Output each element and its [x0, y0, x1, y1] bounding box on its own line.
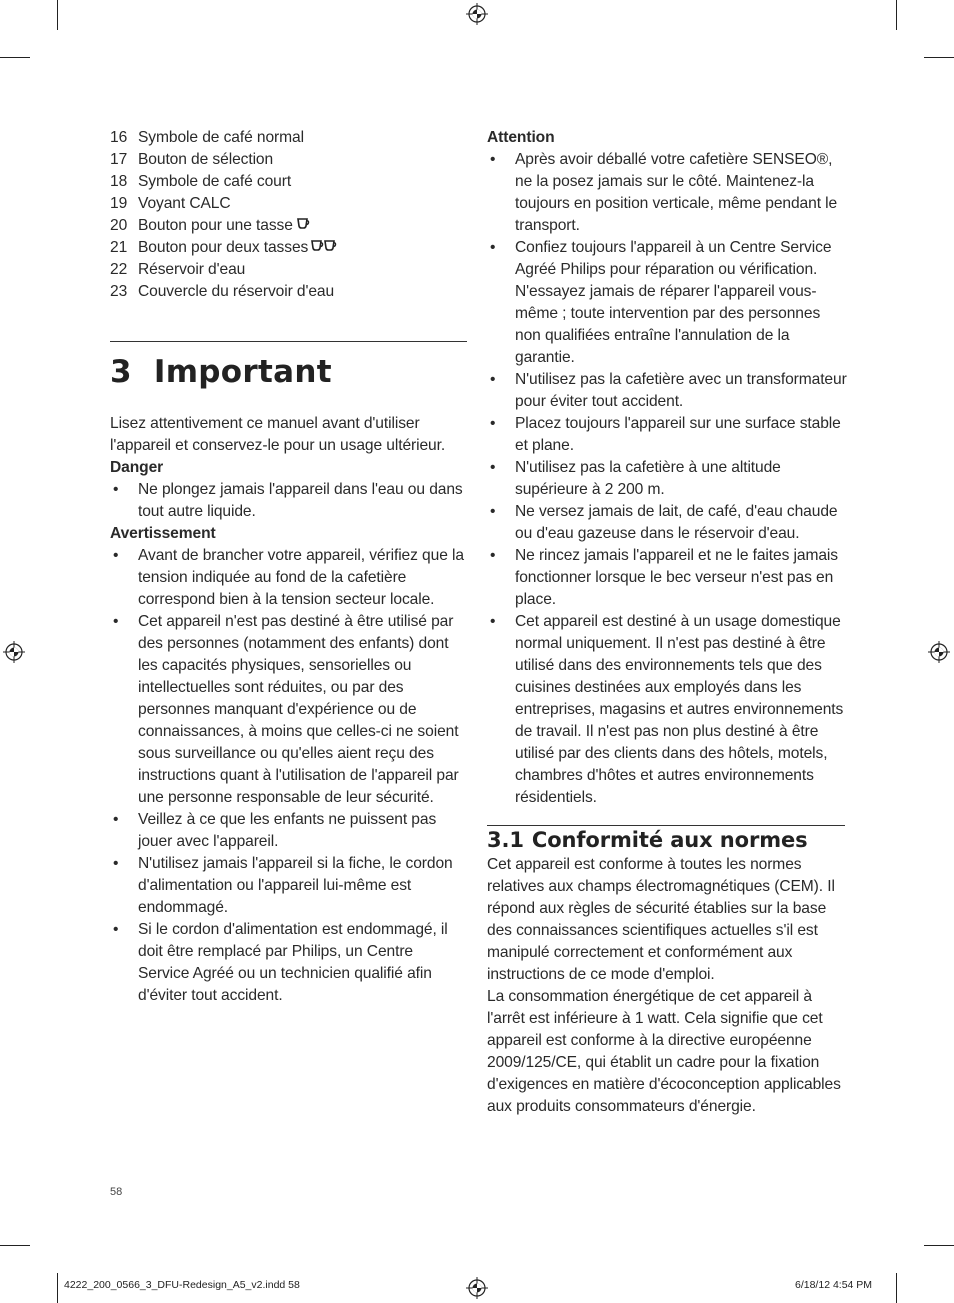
item-text: Avant de brancher votre appareil, vérifiez que la tension indiquée au fond de la cafetière correspond bien à la tension secteur locale.: [138, 547, 464, 608]
list-item: [110, 259, 470, 281]
list-item: [110, 809, 467, 853]
parts-list: [110, 127, 470, 303]
registration-mark-icon: [928, 641, 950, 663]
crop-mark: [896, 0, 897, 30]
item-label: Réservoir d'eau: [138, 261, 246, 278]
item-text: Si le cordon d'alimentation est endommagé, il doit être remplacé par Philips, un Centre Service Agréé ou un technicien qualifié afin d'éviter tout accident.: [138, 921, 448, 1004]
item-number: 22: [110, 261, 128, 278]
item-text: N'utilisez jamais l'appareil si la fiche, le cordon d'alimentation ou l'appareil lui-même est endommagé.: [138, 855, 453, 916]
item-number: 16: [110, 129, 128, 146]
item-label: Voyant CALC: [138, 195, 231, 212]
two-cups-icon: [311, 239, 339, 253]
bullet: •: [113, 921, 119, 938]
list-item: [487, 369, 847, 413]
item-label: Symbole de café court: [138, 173, 292, 190]
list-item: [487, 545, 847, 611]
bullet: •: [113, 855, 119, 872]
bullet: •: [113, 811, 119, 828]
list-item: [110, 215, 470, 237]
item-number: 17: [110, 151, 128, 168]
slug-date-time: 6/18/12 4:54 PM: [795, 1279, 873, 1291]
section-body-left: [110, 413, 467, 1007]
danger-title: Danger: [110, 459, 164, 476]
item-text: Confiez toujours l'appareil à un Centre Service Agréé Philips pour réparation ou vérification. N'essayez jamais de réparer l'appareil vous-même ; toute intervention par des personnes non qualifiées entraîne l'annulation de la garantie.: [515, 239, 832, 366]
list-item: [487, 611, 847, 809]
subsection-block: [487, 826, 847, 1118]
bullet: •: [490, 459, 496, 476]
item-text: Placez toujours l'appareil sur une surface stable et plane.: [515, 415, 841, 454]
subsection-number: 3.1: [487, 828, 524, 852]
item-label: Symbole de café normal: [138, 129, 304, 146]
warning-title: Avertissement: [110, 525, 216, 542]
item-text: Cet appareil n'est pas destiné à être utilisé par des personnes (notamment des enfants) dont les capacités physiques, sensorielles ou intellectuelles sont réduites, ou par des personnes manquant d'expérience ou de connaissances, à moins que celles-ci ne soient sous surveillance ou qu'elles aient reçu des instructions quant à l'utilisation de l'appareil par une personne responsable de leur sécurité.: [138, 613, 459, 806]
page-number: 58: [110, 1186, 123, 1198]
list-item: [110, 611, 467, 809]
bullet: •: [113, 547, 119, 564]
item-text: N'utilisez pas la cafetière avec un transformateur pour éviter tout accident.: [515, 371, 847, 410]
item-text: Après avoir déballé votre cafetière SENSEO®, ne la posez jamais sur le côté. Maintenez-la toujours en position verticale, même pendant le transport.: [515, 151, 838, 234]
item-text: Ne versez jamais de lait, de café, d'eau chaude ou d'eau gazeuse dans le réservoir d'eau.: [515, 503, 838, 542]
item-text: Ne rincez jamais l'appareil et ne le faites jamais fonctionner lorsque le bec verseur n'est pas en place.: [515, 547, 838, 608]
list-item: [487, 413, 847, 457]
item-text: Ne plongez jamais l'appareil dans l'eau ou dans tout autre liquide.: [138, 481, 463, 520]
list-item: [110, 171, 470, 193]
danger-list: [110, 479, 467, 523]
item-label: Bouton pour deux tasses: [138, 239, 309, 256]
item-number: 19: [110, 195, 128, 212]
item-number: 20: [110, 217, 128, 234]
section-rule: [110, 341, 467, 342]
section-number: 3: [110, 354, 132, 390]
item-label: Couvercle du réservoir d'eau: [138, 283, 335, 300]
bullet: •: [113, 481, 119, 498]
list-item: [110, 149, 470, 171]
crop-mark: [896, 1273, 897, 1303]
item-text: Veillez à ce que les enfants ne puissent pas jouer avec l'appareil.: [138, 811, 437, 850]
warning-list: [110, 545, 467, 1007]
crop-mark: [924, 57, 954, 58]
bullet: •: [490, 547, 496, 564]
section-body-right: [487, 127, 847, 809]
section-title: Important: [153, 354, 332, 390]
list-item: [110, 853, 467, 919]
list-item: [110, 281, 470, 303]
crop-mark: [57, 1273, 58, 1303]
intro-paragraph: Lisez attentivement ce manuel avant d'utiliser l'appareil et conservez-le pour un usage ultérieur.: [110, 415, 446, 454]
bullet: •: [490, 613, 496, 630]
item-text: Cet appareil est destiné à un usage domestique normal uniquement. Il n'est pas destiné à être utilisé dans des environnements tels que des cuisines destinées aux employés dans les entreprises, magasins et autres environnements de travail. Il n'est pas non plus destiné à être utilisé par des clients dans des hôtels, motels, chambres d'hôtes et autres environnements résidentiels.: [515, 613, 844, 806]
item-number: 21: [110, 239, 128, 256]
subsection-title: Conformité aux normes: [531, 828, 808, 852]
bullet: •: [490, 151, 496, 168]
list-item: [110, 193, 470, 215]
item-text: N'utilisez pas la cafetière à une altitude supérieure à 2 200 m.: [515, 459, 781, 498]
attention-title: Attention: [487, 129, 555, 146]
list-item: [110, 545, 467, 611]
registration-mark-icon: [466, 3, 488, 25]
crop-mark: [924, 1245, 954, 1246]
bullet: •: [490, 239, 496, 256]
subsection-paragraph-2: La consommation énergétique de cet appareil à l'arrêt est inférieure à 1 watt. Cela signifie que cet appareil est conforme à la directive européenne 2009/125/CE, qui établit un cadre pour la fixation d'exigences en matière d'écoconception applicables aux produits consommateurs d'énergie.: [487, 988, 841, 1115]
attention-list: [487, 149, 847, 809]
registration-mark-icon: [466, 1277, 488, 1299]
item-label: Bouton pour une tasse: [138, 217, 293, 234]
item-number: 18: [110, 173, 128, 190]
crop-mark: [0, 1245, 30, 1246]
bullet: •: [113, 613, 119, 630]
list-item: [487, 457, 847, 501]
slug-file-info: 4222_200_0566_3_DFU-Redesign_A5_v2.indd 58: [64, 1279, 300, 1291]
crop-mark: [57, 0, 58, 30]
item-label: Bouton de sélection: [138, 151, 274, 168]
list-item: [110, 479, 467, 523]
item-number: 23: [110, 283, 128, 300]
list-item: [487, 501, 847, 545]
parts-list-block: [110, 127, 470, 303]
list-item: [110, 237, 470, 259]
list-item: [110, 127, 470, 149]
section-heading: [110, 352, 332, 392]
list-item: [110, 919, 467, 1007]
registration-mark-icon: [3, 641, 25, 663]
list-item: [487, 149, 847, 237]
bullet: •: [490, 415, 496, 432]
list-item: [487, 237, 847, 369]
crop-mark: [0, 57, 30, 58]
bullet: •: [490, 371, 496, 388]
one-cup-icon: [296, 217, 310, 231]
bullet: •: [490, 503, 496, 520]
subsection-heading: [487, 826, 847, 854]
subsection-paragraph-1: Cet appareil est conforme à toutes les normes relatives aux champs électromagnétiques (CEM). Il répond aux règles de sécurité établies sur la base des connaissances scientifiques actuelles s'il est manipulé correctement et conformément aux instructions de ce mode d'emploi.: [487, 856, 835, 983]
